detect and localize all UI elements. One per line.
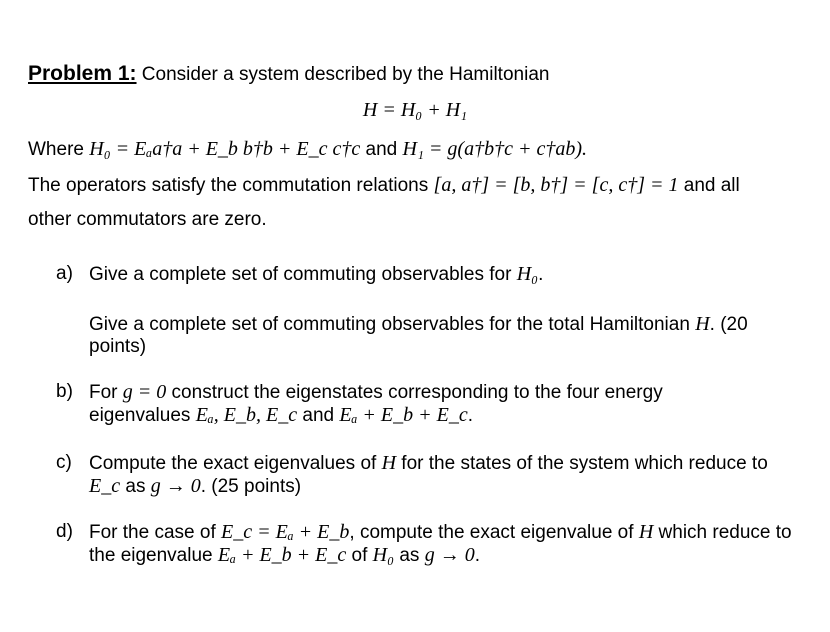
item-c-mid: for the states of the system which reduce to: [396, 453, 768, 474]
problem-intro: Consider a system described by the Hamiltonian: [136, 64, 550, 85]
item-a-label: a): [56, 263, 73, 284]
item-b-prefix: For: [89, 382, 123, 403]
hamiltonian-eq-text: H = H₀ + H₁: [362, 99, 468, 121]
item-b-line2-suffix: .: [467, 405, 474, 426]
h1-definition: H₁ = g(a†b†c + c†ab).: [402, 138, 587, 160]
problem-label: Problem 1:: [28, 62, 137, 85]
item-d-math1: E_c = Eₐ + E_b: [221, 521, 350, 543]
and-word: and: [360, 139, 403, 160]
item-a: [56, 263, 816, 286]
item-c-line2-as: as: [120, 476, 151, 497]
item-c-line2-math2: g → 0: [150, 475, 201, 497]
item-d-label: d): [56, 521, 73, 542]
commutation-equation: [a, a†] = [b, b†] = [c, c†] = 1: [433, 174, 679, 196]
item-b-line2-math: Eₐ, E_b, E_c: [195, 404, 298, 426]
item-d-line2-math: Eₐ + E_b + E_c: [217, 544, 347, 566]
problem-header: [28, 62, 549, 87]
item-d-prefix: For the case of: [89, 522, 222, 543]
item-a-text2-prefix: Give a complete set of commuting observables for the total Hamiltonian: [89, 314, 696, 335]
item-a-text2-math: H: [695, 313, 710, 335]
commutation-line: [28, 173, 740, 198]
item-d-line2-of: of: [346, 545, 373, 566]
commutation-suffix: and all: [678, 175, 740, 196]
item-d-suffix: which reduce to: [653, 522, 792, 543]
item-c-label: c): [56, 452, 72, 473]
where-prefix: Where: [28, 139, 90, 160]
item-c-line2-math: E_c: [89, 475, 121, 497]
item-c-math1: H: [381, 452, 397, 474]
item-d-mid: , compute the exact eigenvalue of: [349, 522, 639, 543]
item-a-text2-suffix: . (20: [709, 314, 748, 335]
item-a-part2: [56, 313, 816, 358]
h0-definition: H₀ = Eₐa†a + E_b b†b + E_c c†c: [89, 138, 361, 160]
item-a-text1-prefix: Give a complete set of commuting observables for: [89, 264, 517, 285]
item-d-math2: H: [638, 521, 654, 543]
item-c-line2-suffix: . (25 points): [200, 476, 302, 497]
item-c-prefix: Compute the exact eigenvalues of: [89, 453, 382, 474]
commutation-line-2: [28, 208, 267, 232]
commutation-line2-text: other commutators are zero.: [28, 209, 267, 230]
item-c: [56, 452, 816, 498]
item-d-line2-suffix: .: [474, 545, 480, 566]
item-d-line2-prefix: the eigenvalue: [89, 545, 218, 566]
item-b-label: b): [56, 381, 73, 402]
definitions-line: [28, 137, 587, 162]
item-d: [56, 521, 816, 567]
item-b-line2-math2: Eₐ + E_b + E_c: [339, 404, 468, 426]
item-a-text1-math: H₀: [516, 263, 539, 285]
item-b-math1: g = 0: [122, 381, 167, 403]
commutation-prefix: The operators satisfy the commutation relations: [28, 175, 434, 196]
item-b-mid: construct the eigenstates corresponding to the four energy: [166, 382, 663, 403]
item-b-line2-and: and: [297, 405, 340, 426]
item-a-text1-suffix: .: [538, 264, 544, 285]
hamiltonian-equation: [0, 98, 830, 122]
item-d-line2-math2: H₀: [372, 544, 395, 566]
item-b-line2-prefix: eigenvalues: [89, 405, 196, 426]
item-a-text2-line2: points): [89, 336, 147, 357]
item-d-line2-as: as: [394, 545, 425, 566]
item-d-line2-math3: g → 0: [424, 544, 475, 566]
item-b: [56, 381, 816, 427]
